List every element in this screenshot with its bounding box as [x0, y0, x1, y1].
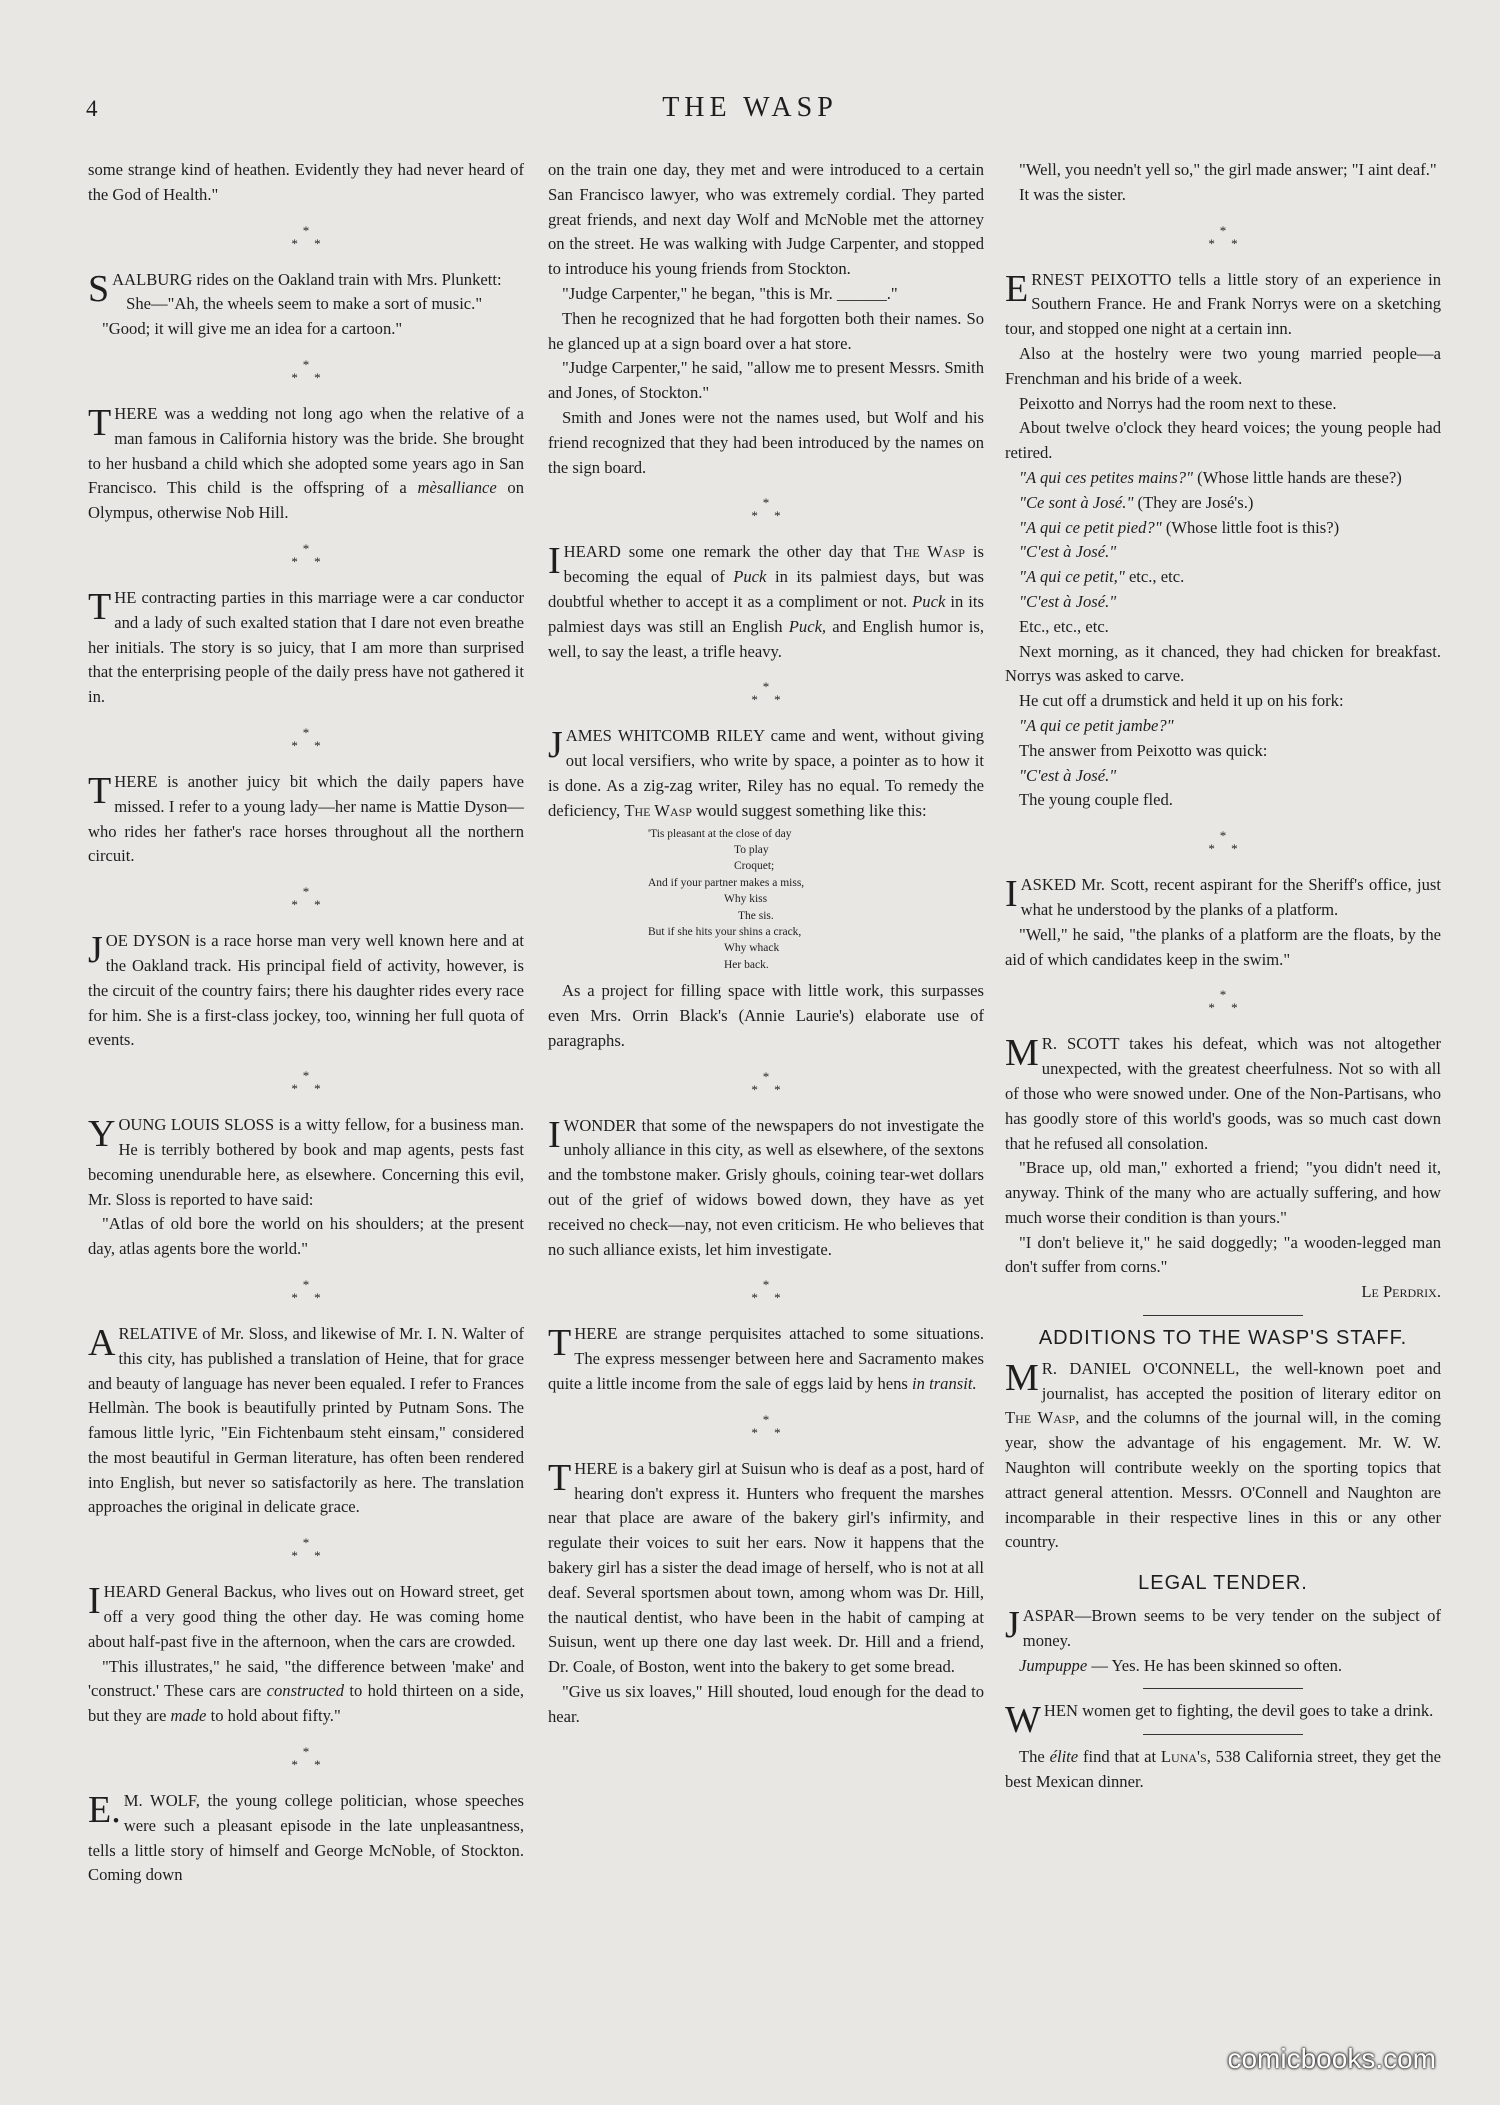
italic-text: Puck,	[788, 616, 827, 636]
italic-text: Puck	[912, 591, 946, 611]
paragraph: "I don't believe it," he said doggedly; "a wooden-legged man don't suffer from corns."	[1005, 1232, 1441, 1277]
text-run: to hold thirteen on a side, but they are	[88, 1681, 524, 1726]
paragraph: WHEN women get to fighting, the devil goes to take a drink.	[1005, 1699, 1434, 1742]
text-run: on Olympus, otherwise Nob Hill.	[88, 478, 524, 523]
text-run: (They are José's.)	[1133, 492, 1254, 512]
paragraph: E.M. WOLF, the young college politician, whose speeches were such a pleasant episode in the late unpleasantness, tells a little story of himself and George McNoble, of Stockton. Coming down	[88, 1789, 524, 1885]
italic-text: made	[170, 1706, 207, 1726]
paragraph: "Well," he said, "the planks of a platform are the floats, by the aid of which candidates keep in the swim."	[1005, 924, 1441, 969]
text-run: The	[1019, 1747, 1050, 1767]
french-quote: "A qui ces petites mains?"	[1019, 467, 1194, 487]
french-quote: "C'est à José."	[1019, 542, 1117, 562]
divider-rule	[1143, 1688, 1303, 1689]
french-quote: "A qui ce petit jambe?"	[1019, 715, 1174, 735]
paragraph: "Judge Carpenter," he said, "allow me to present Messrs. Smith and Jones, of Stockton."	[548, 358, 984, 403]
section-divider-stars: * * *	[291, 1744, 321, 1773]
section-divider-stars: * * *	[291, 222, 321, 251]
paragraph: "Brace up, old man," exhorted a friend; "you didn't need it, anyway. Think of the many who are actually suffering, and how much worse their condition is than yours."	[1005, 1158, 1441, 1227]
paragraph	[1005, 1654, 1441, 1679]
italic-text: élite	[1049, 1747, 1079, 1767]
poem-line: The sis.	[738, 909, 774, 922]
poem-line: And if your partner makes a miss,	[648, 876, 805, 889]
paragraph: JOE DYSON is a race horse man very well known here and at the Oakland track. His principal field of activity, however, is the circuit of the country fairs; there his daughter rides every race for him. She is a first-class jockey, too, winning her full quota of events.	[88, 929, 524, 1050]
paragraph: It was the sister.	[1019, 184, 1126, 204]
wasp-title: The Wasp	[624, 800, 692, 820]
text-run: THERE was a wedding not long ago when the relative of a man famous in California history was the bride. She brought to her husband a child which she adopted some years ago in San Francisco. This child is the offspring of a	[88, 401, 524, 498]
column-2	[548, 158, 984, 1730]
paragraph: on the train one day, they met and were introduced to a certain San Francisco lawyer, who was extremely cordial. They parted great friends, and next day Wolf and McNoble met the attorney on the street. He was walking with Judge Carpenter, and stopped to introduce his young friends from Stockton.	[548, 160, 984, 279]
paragraph: some strange kind of heathen. Evidently they had never heard of the God of Health."	[88, 160, 524, 204]
paragraph: She—"Ah, the wheels seem to make a sort of music."	[126, 294, 483, 314]
paragraph: IASKED Mr. Scott, recent aspirant for the Sheriff's office, just what he understood by the planks of a platform.	[1005, 873, 1441, 919]
paragraph: The young couple fled.	[1019, 790, 1173, 810]
text-run: to hold about fifty."	[206, 1706, 341, 1726]
paragraph: JASPAR—Brown seems to be very tender on the subject of money.	[1005, 1604, 1441, 1650]
paragraph: YOUNG LOUIS SLOSS is a witty fellow, for a business man. He is terribly bothered by book and map agents, pests fast becoming unendurable here, as elsewhere. Concerning this evil, Mr. Sloss is reported to have said:	[88, 1113, 524, 1209]
text-run: in its palmiest days was still an English	[548, 591, 984, 636]
section-divider-stars: * * *	[1208, 828, 1238, 857]
section-divider-stars: * * *	[751, 1277, 781, 1306]
paragraph: ERNEST PEIXOTTO tells a little story of an experience in Southern France. He and Frank Norrys were on a sketching tour, and stopped one night at a certain inn.	[1005, 267, 1441, 339]
text-run: and English humor is, well, to say the least, a trifle heavy.	[548, 616, 984, 661]
section-heading: ADDITIONS TO THE WASP'S STAFF.	[1038, 1327, 1408, 1350]
wasp-title: The Wasp	[893, 542, 965, 562]
column-1	[88, 158, 524, 1888]
paragraph: "Atlas of old bore the world on his shoulders; at the present day, atlas agents bore the world."	[88, 1214, 524, 1259]
poem-line: Why whack	[724, 942, 780, 955]
french-quote: "C'est à José."	[1019, 591, 1117, 611]
text-run: IHEARD some one remark the other day that	[548, 540, 894, 583]
divider-rule	[1143, 1734, 1303, 1735]
text-run: is becoming the equal of	[563, 542, 984, 587]
text-run: THERE are strange perquisites attached to some situations. The express messenger between here and Sacramento makes quite a little income from the sale of eggs laid by hens	[548, 1322, 984, 1393]
french-quote: "C'est à José."	[1019, 765, 1117, 785]
section-divider-stars: * * *	[1208, 222, 1238, 251]
paragraph: "Give us six loaves," Hill shouted, loud enough for the dead to hear.	[548, 1681, 984, 1726]
paragraph: "Judge Carpenter," he began, "this is Mr. ______."	[562, 283, 898, 303]
paragraph: MR. SCOTT takes his defeat, which was not altogether unexpected, with the greatest cheerfulness. Not so with all of those who were snowed under. One of the Non-Partisans, who has goodly store of this world's goods, was so much cast down that he refused all consolation.	[1005, 1032, 1441, 1153]
paragraph	[1005, 1357, 1441, 1555]
masthead-title: THE WASP	[662, 92, 838, 123]
section-divider-stars: * * *	[1208, 987, 1238, 1016]
paragraph: About twelve o'clock they heard voices; the young people had retired.	[1005, 418, 1441, 463]
paragraph	[1005, 540, 1441, 565]
text-run: JAMES WHITCOMB RILEY came and went, without giving out local versifiers, who write by space, a pointer as to how it is done. As a zig-zag writer, Riley has no equal. To remedy the deficiency,	[548, 724, 984, 820]
text-run: find that at	[1078, 1747, 1161, 1767]
wasp-title: The Wasp	[1005, 1408, 1076, 1428]
paragraph	[548, 540, 984, 664]
paragraph	[548, 1322, 984, 1396]
italic-text: Puck	[733, 567, 767, 587]
paragraph	[1005, 516, 1441, 541]
poem-line: Why kiss	[724, 893, 768, 906]
text-run: — Yes. He has been skinned so often.	[1087, 1655, 1343, 1675]
paragraph	[88, 402, 524, 526]
paragraph: IWONDER that some of the newspapers do not investigate the unholy alliance in this city, as well as elsewhere, of the sextons and the tombstone maker. Grisly ghouls, coining tear-wet dollars out of the grief of widows bowed down, they have as yet received no check—nay, not even criticism. He who believes that no such alliance exists, let him investigate.	[548, 1113, 984, 1259]
paragraph: He cut off a drumstick and held it up on his fork:	[1019, 691, 1344, 711]
poem-line: To play	[734, 843, 769, 856]
paragraph: As a project for filling space with little work, this surpasses even Mrs. Orrin Black's (Annie Laurie's) elaborate use of paragraphs.	[548, 981, 984, 1050]
section-divider-stars: * * *	[291, 356, 321, 385]
paragraph: SAALBURG rides on the Oakland train with Mrs. Plunkett:	[88, 267, 502, 310]
section-heading: LEGAL TENDER.	[1138, 1572, 1308, 1595]
text-run: (Whose little foot is this?)	[1161, 517, 1340, 537]
text-run: in its palmiest days, but was doubtful whether to accept it as a compliment or not.	[548, 567, 984, 611]
text-run: would suggest something like this:	[692, 800, 927, 820]
poem-line: Croquet;	[734, 860, 775, 873]
paragraph: "Good; it will give me an idea for a cartoon."	[102, 319, 403, 339]
author-signature: Le Perdrix.	[1361, 1282, 1441, 1302]
section-divider-stars: * * *	[291, 540, 321, 569]
paragraph	[1005, 714, 1441, 739]
paragraph: IHEARD General Backus, who lives out on Howard street, get off a very good thing the other day. He was coming home about half-past five in the afternoon, when the cars are crowded.	[88, 1580, 524, 1651]
paragraph	[1005, 1745, 1441, 1795]
paragraph: "Well, you needn't yell so," the girl made answer; "I aint deaf."	[1019, 160, 1437, 179]
paragraph: Then he recognized that he had forgotten both their names. So he glanced up at a sign board over a hat store.	[548, 308, 984, 353]
paragraph	[1005, 466, 1441, 491]
paragraph: THE contracting parties in this marriage were a car conductor and a lady of such exalted station that I dare not even breathe her initials. The story is so juicy, that I am more than surprised that the enterprising people of the daily press have not gathered it in.	[88, 585, 524, 707]
paragraph	[1005, 565, 1441, 590]
text-run: MR. DANIEL O'CONNELL, the well-known poet and journalist, has accepted the position of literary editor on	[1005, 1356, 1441, 1403]
italic-text: Jumpuppe	[1019, 1655, 1088, 1675]
french-quote: "A qui ce petit pied?"	[1019, 517, 1162, 537]
section-divider-stars: * * *	[291, 724, 321, 753]
poem-line: But if she hits your shins a crack,	[648, 925, 802, 938]
paragraph	[88, 1655, 524, 1729]
text-run: "This illustrates," he said, "the difference between 'make' and 'construct.' These cars are	[88, 1656, 524, 1701]
paragraph: Also at the hostelry were two young married people—a Frenchman and his bride of a week.	[1005, 343, 1441, 388]
poem	[548, 826, 984, 974]
poem-line: 'Tis pleasant at the close of day	[648, 827, 792, 840]
column-3	[1005, 158, 1441, 1795]
italic-text: constructed	[266, 1681, 345, 1701]
section-divider-stars: * * *	[751, 1068, 781, 1097]
section-divider-stars: * * *	[291, 884, 321, 913]
text-run: , and the columns of the journal will, in the coming year, show the advantage of his engagement. Mr. W. W. Naughton will contribute weekly on the sporting topics that attract general attention. Messrs. O'Connell and Naughton are incomparable in their respective lines in this or any other country.	[1005, 1408, 1441, 1552]
restaurant-name: Luna's	[1160, 1747, 1207, 1767]
text-run: (Whose little hands are these?)	[1193, 467, 1402, 487]
italic-text: in transit.	[912, 1373, 977, 1393]
french-quote: "Ce sont à José."	[1019, 492, 1134, 512]
paragraph: THERE is another juicy bit which the daily papers have missed. I refer to a young lady—her name is Mattie Dyson—who rides her father's race horses throughout all the northern circuit.	[88, 769, 524, 866]
paragraph: Next morning, as it chanced, they had chicken for breakfast. Norrys was asked to carve.	[1005, 641, 1441, 686]
paragraph	[1005, 590, 1441, 615]
section-divider-stars: * * *	[751, 1411, 781, 1440]
paragraph: Etc., etc., etc.	[1019, 616, 1109, 636]
paragraph	[1005, 491, 1441, 516]
paragraph: ARELATIVE of Mr. Sloss, and likewise of Mr. I. N. Walter of this city, has published a translation of Heine, that for grace and beauty of language has never been equaled. I refer to Frances Hellmàn. The book is beautifully printed by Putnam Sons. The famous little lyric, "Ein Fichtenbaum steht einsam," considered the most beautiful in German literature, has often been rendered into English, but never so satisfactorily as here. The translation approaches the original in delicate grace.	[88, 1321, 524, 1517]
section-divider-stars: * * *	[751, 495, 781, 524]
paragraph: Smith and Jones were not the names used, but Wolf and his friend recognized that they had been introduced by the names on the sign board.	[548, 407, 984, 477]
page-number: 4	[86, 96, 98, 121]
italic-text: mèsalliance	[417, 478, 497, 498]
text-run: etc., etc.	[1124, 567, 1185, 587]
poem-line: Her back.	[724, 958, 769, 971]
paragraph	[1005, 764, 1441, 789]
section-divider-stars: * * *	[751, 679, 781, 708]
section-divider-stars: * * *	[291, 1535, 321, 1564]
section-divider-stars: * * *	[291, 1068, 321, 1097]
divider-rule	[1143, 1315, 1303, 1316]
paragraph: Peixotto and Norrys had the room next to these.	[1019, 393, 1337, 413]
paragraph: The answer from Peixotto was quick:	[1019, 740, 1268, 760]
paragraph: THERE is a bakery girl at Suisun who is deaf as a post, hard of hearing don't express it. Hunters who frequent the marshes near that place are aware of the bakery girl's infirmity, and regulate their voices to suit her ears. Now it happens that the bakery girl has a sister the dead image of herself, who is not at all deaf. Several sportsmen about town, among whom was Dr. Hill, the nautical dentist, who have been in the habit of camping at Suisun, went up there one day last week. Dr. Hill and a friend, Dr. Coale, of Boston, went into the bakery to get some bread.	[548, 1456, 984, 1677]
section-divider-stars: * * *	[291, 1276, 321, 1305]
text-run: , 538 California street, they get the best Mexican dinner.	[1005, 1747, 1441, 1792]
paragraph	[548, 724, 984, 823]
watermark-logo: comicbooks.com	[1227, 2043, 1436, 2074]
french-quote: "A qui ce petit,"	[1019, 567, 1125, 587]
